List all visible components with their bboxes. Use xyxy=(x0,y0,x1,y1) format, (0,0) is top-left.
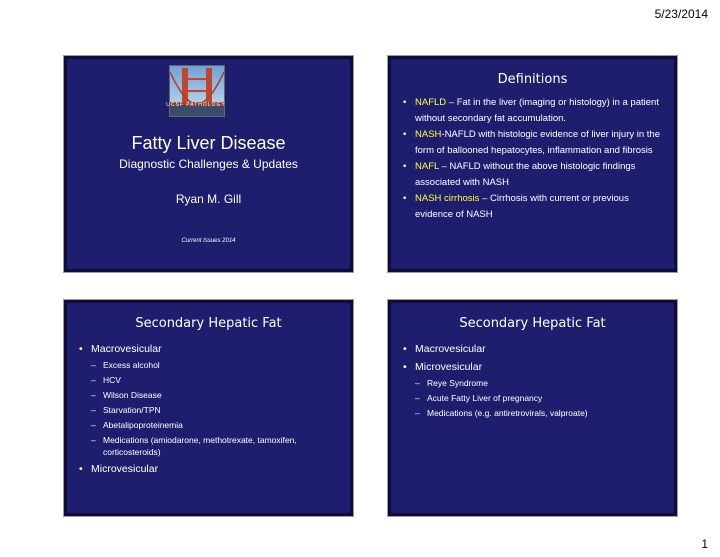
category-label: Macrovesicular xyxy=(91,343,162,355)
event-name: Current Issues 2014 xyxy=(181,238,236,244)
page-number: 1 xyxy=(701,537,708,551)
sub-item-text: Excess alcohol xyxy=(103,360,160,370)
definition-term: NAFL xyxy=(415,161,439,172)
list-item xyxy=(401,341,668,357)
bullet-icon: • xyxy=(403,343,407,355)
dash-icon: – xyxy=(415,408,420,418)
dash-icon: – xyxy=(91,375,96,385)
sub-item-text: Reye Syndrome xyxy=(427,378,488,388)
dash-icon: – xyxy=(415,393,420,403)
sub-list-item xyxy=(77,419,344,431)
slide-heading: Definitions xyxy=(497,72,568,87)
category-label: Microvesicular xyxy=(415,361,483,373)
bullet-icon: • xyxy=(403,129,407,140)
bullet-icon: • xyxy=(403,361,407,373)
sub-list-item xyxy=(401,377,668,389)
sub-item-text: Wilson Disease xyxy=(103,390,162,400)
definition-text: -NAFLD with histologic evidence of liver injury in the form of ballooned hepatocytes, inflammation and fibrosis xyxy=(415,129,660,156)
sub-item-text: Medications (e.g. antiretrovirals, valproate) xyxy=(427,408,588,418)
list-item xyxy=(77,461,344,477)
definition-term: NASH xyxy=(415,129,442,140)
definitions-list xyxy=(401,95,668,223)
definition-term: NAFLD xyxy=(415,97,447,108)
definition-text: – NAFLD without the above histologic findings associated with NASH xyxy=(415,161,636,188)
sub-item-text: HCV xyxy=(103,375,121,385)
definition-term: NASH cirrhosis xyxy=(415,193,480,204)
presentation-title: Fatty Liver Disease xyxy=(131,133,286,153)
dash-icon: – xyxy=(91,360,96,370)
sub-list-item xyxy=(401,407,668,419)
definition-text: – Fat in the liver (imaging or histology) in a patient without secondary fat accumulation. xyxy=(415,97,659,124)
logo-caption: UCSF PATHOLOGY xyxy=(166,102,226,108)
causes-list xyxy=(401,341,668,422)
list-item xyxy=(77,341,344,357)
presenter-name: Ryan M. Gill xyxy=(175,192,242,206)
bullet-icon: • xyxy=(403,161,407,172)
sub-list-item xyxy=(401,392,668,404)
sub-list-item xyxy=(77,434,344,458)
header-date: 5/23/2014 xyxy=(654,7,708,21)
sub-list-item xyxy=(77,374,344,386)
definition-item xyxy=(401,95,668,126)
sub-list-item xyxy=(77,404,344,416)
golden-gate-bridge-logo xyxy=(169,65,225,117)
dash-icon: – xyxy=(91,435,96,445)
sub-list-item xyxy=(77,359,344,371)
definition-item xyxy=(401,127,668,158)
dash-icon: – xyxy=(91,405,96,415)
sub-item-text: Acute Fatty Liver of pregnancy xyxy=(427,393,543,403)
sub-item-text: Abetalipoproteinemia xyxy=(103,420,183,430)
definition-text: – Cirrhosis with current or previous evidence of NASH xyxy=(415,193,629,220)
slide-title-card xyxy=(64,56,353,272)
dash-icon: – xyxy=(91,390,96,400)
category-label: Macrovesicular xyxy=(415,343,486,355)
slide-heading: Secondary Hepatic Fat xyxy=(459,316,606,331)
bullet-icon: • xyxy=(79,343,83,355)
list-item xyxy=(401,359,668,375)
sub-item-text: Medications (amiodarone, methotrexate, tamoxifen, corticosteroids) xyxy=(103,435,297,457)
sub-list-item xyxy=(77,389,344,401)
category-label: Microvesicular xyxy=(91,463,159,475)
slide-definitions xyxy=(388,56,677,272)
dash-icon: – xyxy=(91,420,96,430)
bullet-icon: • xyxy=(403,193,407,204)
bullet-icon: • xyxy=(403,97,407,108)
sub-item-text: Starvation/TPN xyxy=(103,405,161,415)
bullet-icon: • xyxy=(79,463,83,475)
dash-icon: – xyxy=(415,378,420,388)
presentation-subtitle: Diagnostic Challenges & Updates xyxy=(119,157,298,171)
definition-item xyxy=(401,191,668,222)
definition-item xyxy=(401,159,668,190)
slide-secondary-fat-micro xyxy=(388,300,677,516)
slide-secondary-fat-macro xyxy=(64,300,353,516)
slide-heading: Secondary Hepatic Fat xyxy=(135,316,282,331)
causes-list xyxy=(77,341,344,479)
